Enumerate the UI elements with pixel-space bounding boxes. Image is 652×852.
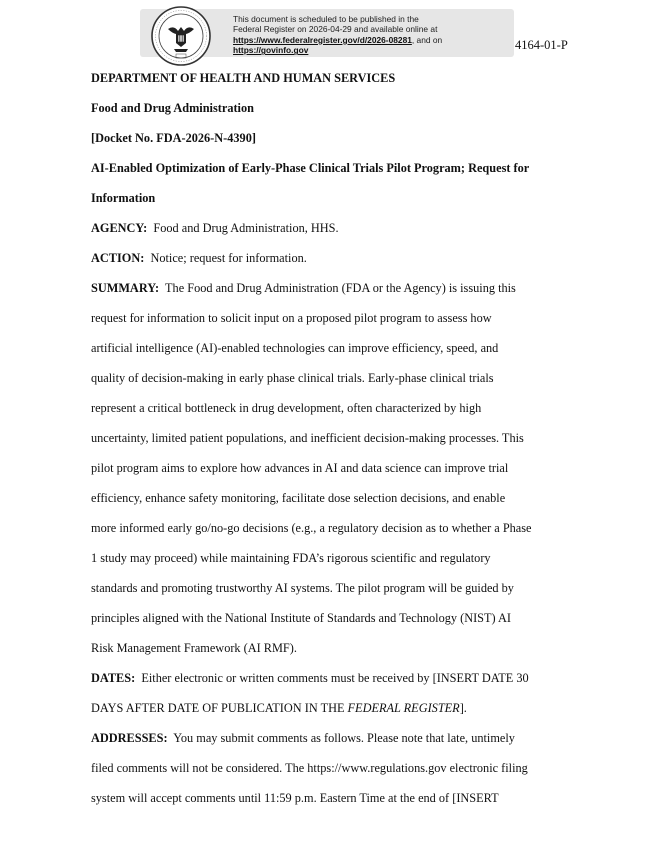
summary-text-line: 1 study may proceed) while maintaining FDA’s rigorous scientific and regulatory [91, 551, 491, 565]
govinfo-link[interactable]: https://govinfo.gov [233, 45, 309, 56]
addresses-text-line: system will accept comments until 11:59 p.m. Eastern Time at the end of [INSERT [91, 791, 499, 805]
document-title-line-1: AI-Enabled Optimization of Early-Phase Clinical Trials Pilot Program; Request for [91, 161, 530, 175]
dates-section-second-line [91, 693, 571, 723]
dates-label: DATES: [91, 671, 136, 685]
summary-text-line: uncertainty, limited patient populations, and inefficient decision-making processes. This [91, 431, 524, 445]
summary-text-line: Risk Management Framework (AI RMF). [91, 641, 297, 655]
summary-text-line: represent a critical bottleneck in drug development, often characterized by high [91, 401, 482, 415]
summary-text-line: efficiency, enhance safety monitoring, facilitate dose selection decisions, and enable [91, 491, 506, 505]
summary-text-line: more informed early go/no-go decisions (e.g., a regulatory decision as to whether a Phase [91, 521, 532, 535]
addresses-label: ADDRESSES: [91, 731, 168, 745]
document-body [91, 63, 571, 813]
action-text: Notice; request for information. [150, 251, 307, 265]
addresses-text-line: You may submit comments as follows. Please note that late, untimely [173, 731, 515, 745]
summary-text-line: standards and promoting trustworthy AI systems. The pilot program will be guided by [91, 581, 514, 595]
federal-register-banner [140, 9, 514, 57]
agency-text: Food and Drug Administration, HHS. [153, 221, 339, 235]
summary-text-line: The Food and Drug Administration (FDA or the Agency) is issuing this [165, 281, 516, 295]
dates-section-first-line [91, 663, 571, 693]
summary-text-line: request for information to solicit input on a proposed pilot program to assess how [91, 311, 492, 325]
summary-text-line: artificial intelligence (AI)-enabled technologies can improve efficiency, speed, and [91, 341, 499, 355]
summary-text-line: principles aligned with the National Institute of Standards and Technology (NIST) AI [91, 611, 511, 625]
summary-text-line: quality of decision-making in early phase clinical trials. Early-phase clinical trials [91, 371, 494, 385]
department-heading: DEPARTMENT OF HEALTH AND HUMAN SERVICES [91, 71, 396, 85]
banner-line-3-suffix: , and on [411, 34, 443, 45]
docket-number: [Docket No. FDA-2026-N-4390] [91, 131, 256, 145]
action-label: ACTION: [91, 251, 145, 265]
summary-text-line: pilot program aims to explore how advances in AI and data science can improve trial [91, 461, 509, 475]
agency-label: AGENCY: [91, 221, 148, 235]
banner-line-1: This document is scheduled to be published in the [233, 14, 419, 24]
action-section [91, 243, 571, 273]
summary-section-first-line [91, 273, 571, 303]
addresses-section-first-line [91, 723, 571, 753]
federal-register-link[interactable]: https://www.federalregister.gov/d/2026-08281 [233, 34, 412, 45]
agency-heading: Food and Drug Administration [91, 101, 254, 115]
agency-section [91, 213, 571, 243]
federal-register-seal-icon [150, 5, 212, 67]
dates-text-suffix: ]. [459, 701, 467, 715]
summary-label: SUMMARY: [91, 281, 160, 295]
addresses-text-line: filed comments will not be considered. The https://www.regulations.gov electronic filing [91, 761, 528, 775]
dates-text-prefix: DAYS AFTER DATE OF PUBLICATION IN THE [91, 701, 348, 715]
dates-text-line: Either electronic or written comments must be received by [INSERT DATE 30 [141, 671, 529, 685]
document-code: 4164-01-P [515, 38, 568, 52]
federal-register-notice [233, 14, 513, 56]
banner-line-2: Federal Register on 2026-04-29 and available online at [233, 24, 438, 35]
document-title-line-2: Information [91, 191, 156, 205]
federal-register-italic: FEDERAL REGISTER [347, 701, 460, 715]
